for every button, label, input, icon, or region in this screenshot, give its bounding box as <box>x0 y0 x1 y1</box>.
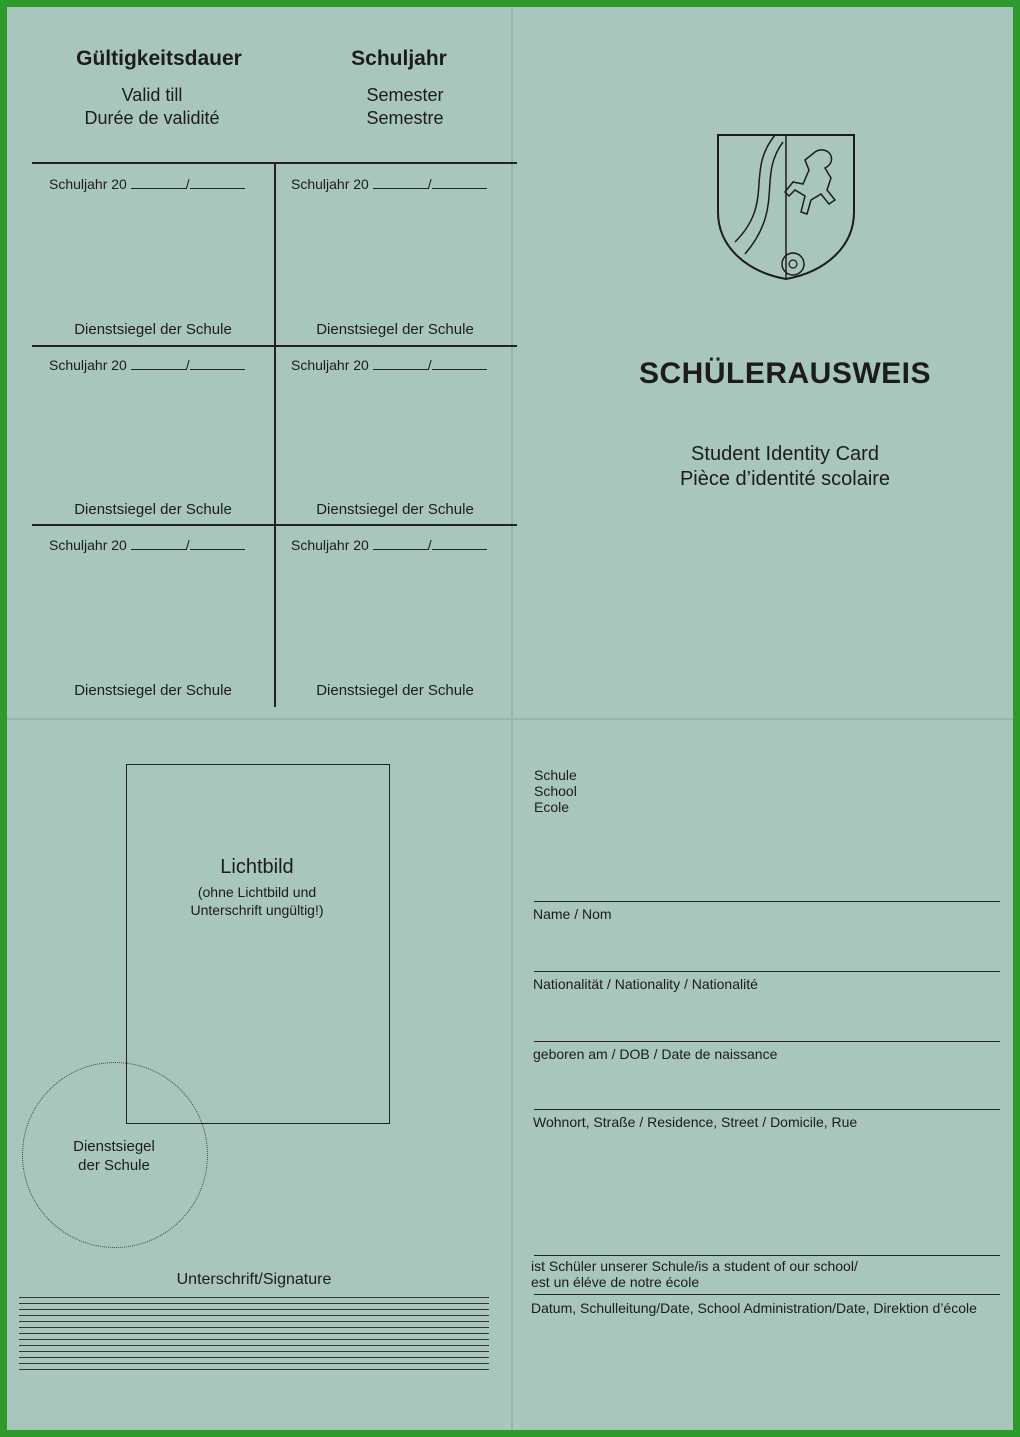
cell-separator: / <box>185 176 190 192</box>
photo-title: Lichtbild <box>220 856 294 878</box>
validity-cell-5 <box>49 536 245 553</box>
dob-label: geboren am / DOB / Date de naissance <box>533 1046 778 1062</box>
schoolyear-header-line2: Semestre <box>366 108 444 128</box>
photo-note-line1: (ohne Lichtbild und <box>197 884 317 900</box>
seal-circle-line1: Dienstsiegel <box>73 1138 155 1155</box>
validity-cell-2 <box>291 175 487 192</box>
seal-circle <box>22 1062 208 1248</box>
photo-note-line2: Unterschrift ungültig!) <box>190 902 324 918</box>
card-subtitle-fr: Pièce d’identité scolaire <box>679 468 891 490</box>
validity-cell-3 <box>49 356 245 373</box>
school-label-block <box>534 767 577 815</box>
student-statement-line2: est un éléve de notre école <box>531 1274 700 1290</box>
nrw-coat-of-arms-icon <box>715 132 857 282</box>
cell-seal-5: Dienstsiegel der Schule <box>74 682 232 699</box>
blank-field <box>190 356 245 370</box>
name-field-line[interactable] <box>534 971 1000 972</box>
blank-field <box>190 536 245 550</box>
school-label-fr: Ecole <box>534 799 570 815</box>
validity-header-title: Gültigkeitsdauer <box>76 47 242 70</box>
date-field-line[interactable] <box>534 1294 1000 1295</box>
cell-label: Schuljahr 20 <box>291 357 369 373</box>
nationality-field-line[interactable] <box>534 1041 1000 1042</box>
seal-circle-line2: der Schule <box>78 1157 150 1174</box>
signature-label: Unterschrift/Signature <box>176 1271 332 1288</box>
blank-field <box>190 175 245 189</box>
cell-seal-6: Dienstsiegel der Schule <box>316 682 474 699</box>
nationality-label: Nationalität / Nationality / Nationalité <box>533 976 758 992</box>
student-id-card <box>7 7 1013 1430</box>
cell-label: Schuljahr 20 <box>49 357 127 373</box>
grid-line-middle <box>274 162 276 707</box>
validity-cell-4 <box>291 356 487 373</box>
validity-cell-1 <box>49 175 245 192</box>
blank-field <box>131 536 186 550</box>
card-subtitle-en: Student Identity Card <box>691 443 879 465</box>
validity-header-line2: Durée de validité <box>84 108 220 128</box>
residence-label: Wohnort, Straße / Residence, Street / Domicile, Rue <box>533 1114 858 1130</box>
residence-field-line[interactable] <box>534 1255 1000 1256</box>
cell-separator: / <box>185 537 190 553</box>
blank-field <box>131 175 186 189</box>
school-field-line[interactable] <box>534 901 1000 902</box>
blank-field <box>432 175 487 189</box>
blank-field <box>373 175 428 189</box>
blank-field <box>432 536 487 550</box>
school-label-de: Schule <box>534 767 577 783</box>
cell-label: Schuljahr 20 <box>49 176 127 192</box>
cell-seal-4: Dienstsiegel der Schule <box>316 501 474 518</box>
fold-horizontal <box>7 718 1013 720</box>
cell-label: Schuljahr 20 <box>49 537 127 553</box>
dob-field-line[interactable] <box>534 1109 1000 1110</box>
card-title: SCHÜLERAUSWEIS <box>638 357 931 390</box>
cell-seal-1: Dienstsiegel der Schule <box>74 321 232 338</box>
schoolyear-header-line1: Semester <box>366 85 444 105</box>
cell-seal-2: Dienstsiegel der Schule <box>316 321 474 338</box>
validity-header-line1: Valid till <box>121 85 183 105</box>
schoolyear-header-title: Schuljahr <box>351 47 447 70</box>
blank-field <box>432 356 487 370</box>
photo-box <box>126 764 390 1124</box>
cell-separator: / <box>185 357 190 373</box>
cell-label: Schuljahr 20 <box>291 537 369 553</box>
cell-separator: / <box>427 537 432 553</box>
cell-seal-3: Dienstsiegel der Schule <box>74 501 232 518</box>
student-statement-line1: ist Schüler unserer Schule/is a student of our school/ <box>531 1258 858 1274</box>
blank-field <box>373 536 428 550</box>
validity-cell-6 <box>291 536 487 553</box>
student-statement <box>531 1258 858 1290</box>
blank-field <box>131 356 186 370</box>
cell-label: Schuljahr 20 <box>291 176 369 192</box>
school-label-en: School <box>534 783 577 799</box>
blank-field <box>373 356 428 370</box>
cell-separator: / <box>427 357 432 373</box>
cell-separator: / <box>427 176 432 192</box>
date-label: Datum, Schulleitung/Date, School Administration/Date, Direktion d’école <box>531 1300 977 1316</box>
name-label: Name / Nom <box>533 906 612 922</box>
